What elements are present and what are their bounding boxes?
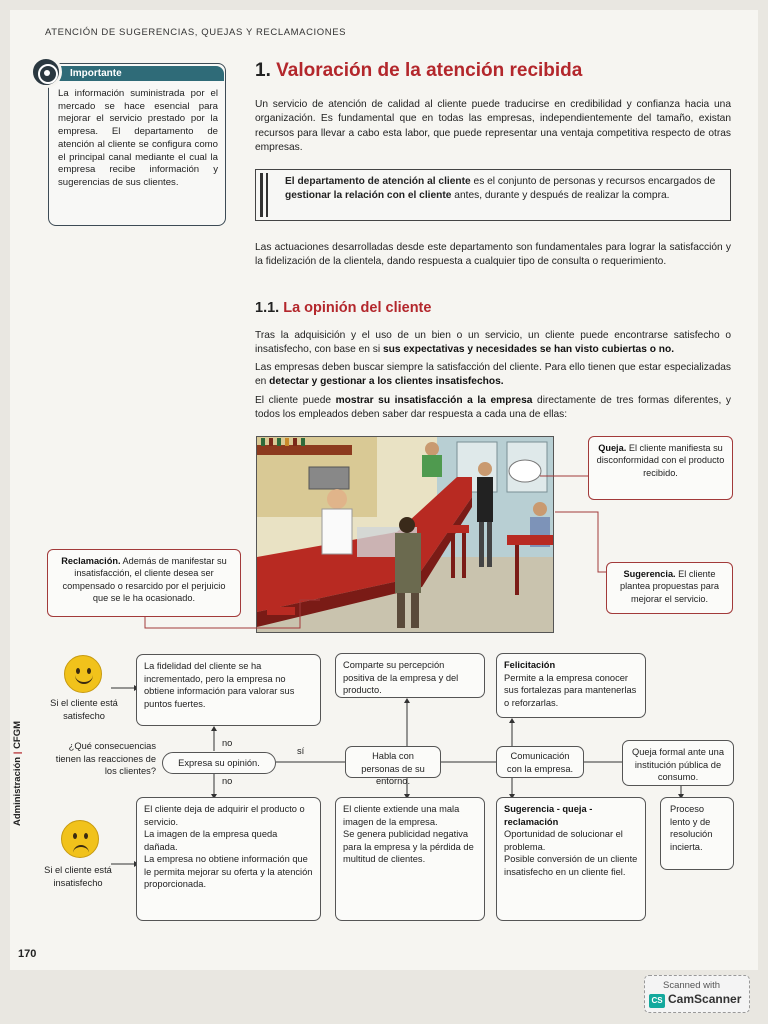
habla-box: Habla con personas de su entorno. [345,746,441,778]
definition-part-d: antes, durante y después de realizar la compra. [451,190,670,202]
question-label: ¿Qué consecuencias tienen las reacciones de los clientes? [55,741,156,776]
importante-text: La información suministrada por el mercado se hace esencial para mejorar el servicio prestado por la empresa. El departamento de atención al cliente se configura como el principal canal mediante el cual la empresa recibe información y sugerencias de sus clientes. [58,88,218,188]
side-label [10,720,24,830]
section-1-paragraph-2: Las actuaciones desarrolladas desde este departamento son fundamentales para lograr la satisfacción y la fidelización de la clientela, dando respuesta a cualquier tipo de consulta o requerimiento. [255,242,731,268]
scanner-top-text: Scanned with [663,980,721,991]
sugerencia-title: Sugerencia. [623,569,676,579]
happy-face-icon [64,655,102,693]
proceso-box: Proceso lento y de resolución incierta. [660,797,734,870]
expresa-opinion-box: Expresa su opinión. [162,752,276,774]
queja-title: Queja. [598,443,627,453]
p1-bold: sus expectativas y necesidades se han visto cubiertas o no. [383,344,675,356]
side-label-a: Administración [12,756,24,827]
side-label-b: CFGM [12,720,24,749]
felicitacion-text: Permite a la empresa conocer sus fortalezas para mantenerlas o reforzarlas. [504,672,637,708]
page-number: 170 [18,948,37,960]
p3-text-a: El cliente puede [255,395,336,406]
no-label-bottom: no [222,776,233,786]
sad-face-icon [61,820,99,858]
section-1-title: Valoración de la atención recibida [276,60,583,81]
sqr-text: Oportunidad de solucionar el problema. Posible conversión de un cliente insatisfecho en un cliente fiel. [504,829,638,877]
extiende-mala-imagen-box: El cliente extiende una mala imagen de la empresa. Se genera publicidad negativa para la empresa y la pérdida de multitud de clientes. [335,797,485,921]
reclamacion-text: Además de manifestar su insatisfacción, el cliente desea ser compensado o resarcido por el perjuicio que se le ha ocasionado. [62,556,227,603]
satisfied-label: Si el cliente está satisfecho [50,698,118,721]
section-1-1-title: La opinión del cliente [283,300,432,316]
sqr-title: Sugerencia - queja - reclamación [504,804,593,827]
reclamacion-callout [47,549,241,617]
definition-highlight: gestionar la relación con el cliente [285,190,452,202]
sugerencia-callout [606,562,733,614]
camscanner-logo-icon: CS [649,994,665,1008]
fidelidad-box: La fidelidad del cliente se ha incrementado, pero la empresa no obtiene información para valorar sus puntos fuertes. [136,654,321,726]
p2-bold: detectar y gestionar a los clientes insatisfechos. [269,376,504,388]
p3-text-c: directamente de tres formas diferentes, y todos los empleados deben saber dar respuesta a cada una de ellas: [255,395,731,421]
definition-term: El departamento de atención al cliente [285,176,471,187]
reclamacion-title: Reclamación. [61,556,121,566]
queja-text: El cliente manifiesta su disconformidad con el producto recibido. [596,443,725,478]
side-label-separator: | [12,751,24,755]
unsatisfied-label: Si el cliente está insatisfecho [44,865,112,888]
queja-formal-box: Queja formal ante una institución pública de consumo. [622,740,734,786]
p3-bold: mostrar su insatisfacción a la empresa [335,395,533,406]
section-1-number: 1. [255,60,271,81]
importante-title: Importante [56,66,224,81]
deja-de-adquirir-box: El cliente deja de adquirir el producto o servicio. La imagen de la empresa queda dañada. La empresa no obtiene información que le permita mejorar su oferta y la atención proporcionada. [136,797,321,921]
comunicacion-box: Comunicación con la empresa. [496,746,584,778]
queja-callout [588,436,733,500]
comparte-box: Comparte su percepción positiva de la empresa y del producto. [335,653,485,698]
sugerencia-text: El cliente plantea propuestas para mejorar el servicio. [619,569,720,604]
p2-text: Las empresas deben buscar siempre la satisfacción del cliente. Para ello tienen que estar especializadas en [255,362,731,388]
si-label: sí [297,746,305,756]
p1-text: Tras la adquisición y el uso de un bien o un servicio, un cliente puede encontrarse satisfecho o insatisfecho, con base en si [255,330,731,356]
section-1-paragraph-1: Un servicio de atención de calidad al cliente puede traducirse en credibilidad y confianza hacia una organización. Es fundamental que en todas las empresas, independientemente del tamaño, existan recursos para llevar a cabo esta labor, que puede representar una ventaja competitiva respecto de otras empresas. [255,99,731,154]
felicitacion-box [496,653,646,718]
section-1-1-number: 1.1. [255,300,280,316]
running-head: ATENCIÓN DE SUGERENCIAS, QUEJAS Y RECLAMACIONES [45,27,347,38]
scanner-name: CamScanner [668,992,742,1006]
felicitacion-title: Felicitación [504,660,556,670]
definition-part-b: es el conjunto de personas y recursos encargados de [470,176,716,187]
no-label-top: no [222,738,233,748]
sugerencia-queja-reclamacion-box [496,797,646,921]
